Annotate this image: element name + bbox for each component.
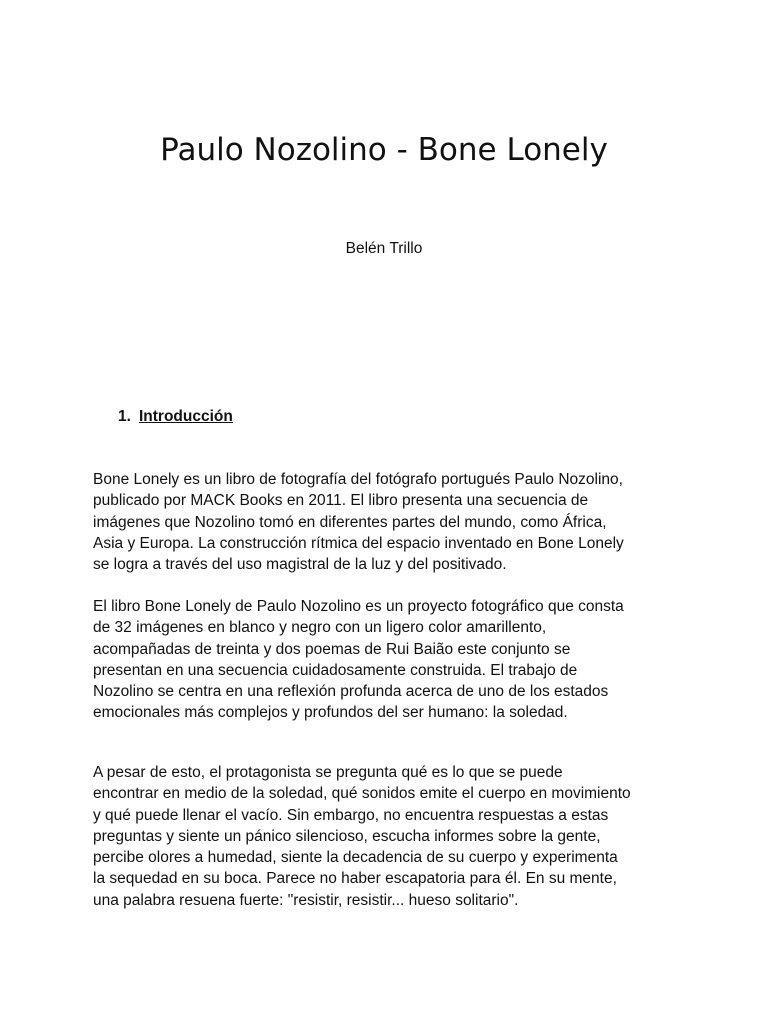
paragraph-line: emocionales más complejos y profundos del ser humano: la soledad.: [93, 704, 568, 722]
section-title: Introducción: [139, 408, 233, 425]
section-number: 1.: [118, 408, 131, 425]
paragraph-line: Nozolino se centra en una reflexión profunda acerca de uno de los estados: [93, 683, 609, 701]
document-author: Belén Trillo: [345, 240, 423, 257]
paragraph-1: [93, 469, 693, 575]
paragraph-line: A pesar de esto, el protagonista se pregunta qué es lo que se puede: [93, 764, 563, 781]
paragraph-line: imágenes que Nozolino tomó en diferentes partes del mundo, como África,: [93, 513, 607, 531]
document-title: Paulo Nozolino - Bone Lonely: [160, 132, 608, 168]
paragraph-line: presentan en una secuencia cuidadosamente construida. El trabajo de: [93, 661, 578, 679]
paragraph-line: y qué puede llenar el vacío. Sin embargo, no encuentra respuestas a estas: [93, 806, 609, 824]
paragraph-line: percibe olores a humedad, siente la decadencia de su cuerpo y experimenta: [93, 849, 618, 867]
paragraph-line: El libro Bone Lonely de Paulo Nozolino es un proyecto fotográfico que consta: [93, 598, 624, 615]
paragraph-line: Asia y Europa. La construcción rítmica del espacio inventado en Bone Lonely: [93, 534, 624, 552]
paragraph-line: acompañadas de treinta y dos poemas de Rui Baião este conjunto se: [93, 640, 571, 658]
paragraph-line: preguntas y siente un pánico silencioso, escucha informes sobre la gente,: [93, 827, 601, 845]
paragraph-line: encontrar en medio de la soledad, qué sonidos emite el cuerpo en movimiento: [93, 785, 631, 803]
paragraph-line: publicado por MACK Books en 2011. El libro presenta una secuencia de: [93, 492, 589, 510]
paragraph-line: la sequedad en su boca. Parece no haber escapatoria para él. En su mente,: [93, 870, 617, 888]
paragraph-line: de 32 imágenes en blanco y negro con un ligero color amarillento,: [93, 619, 547, 637]
paragraph-line: una palabra resuena fuerte: "resistir, resistir... hueso solitario".: [93, 891, 519, 909]
paragraph-3: [93, 762, 693, 911]
paragraph-line: se logra a través del uso magistral de la luz y del positivado.: [93, 556, 507, 574]
paragraph-2: [93, 596, 693, 724]
section-heading: [118, 408, 233, 426]
paragraph-line: Bone Lonely es un libro de fotografía del fotógrafo portugués Paulo Nozolino,: [93, 471, 623, 488]
